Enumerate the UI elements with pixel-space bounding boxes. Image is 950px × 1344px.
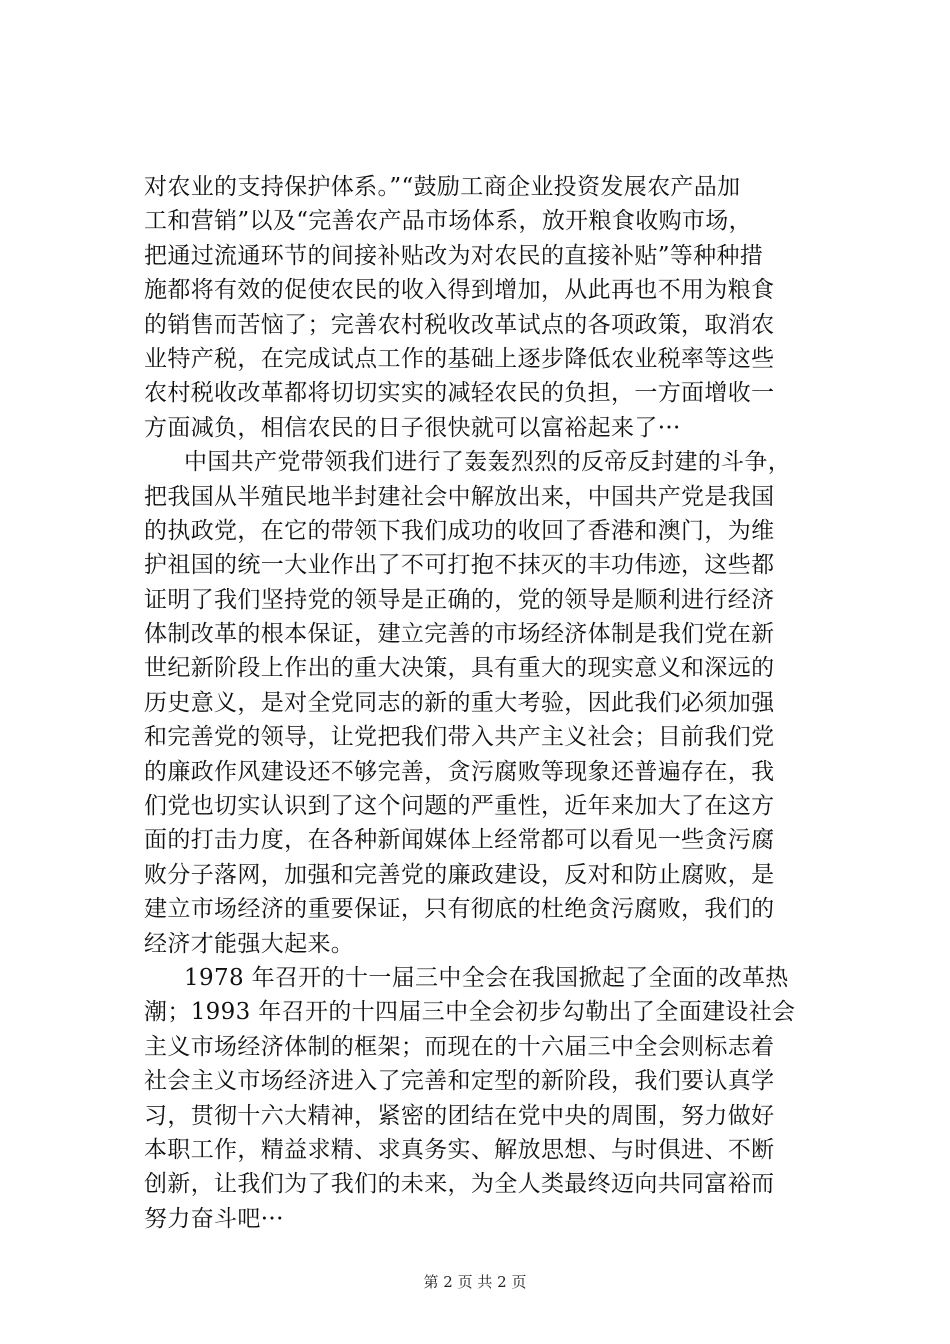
text-line: 1978 年召开的十一届三中全会在我国掀起了全面的改革热 xyxy=(184,964,789,991)
text-line: 方面减负，相信农民的日子很快就可以富裕起来了··· xyxy=(144,414,681,441)
paragraph-1 xyxy=(144,170,834,445)
text-line: 社会主义市场经济进入了完善和定型的新阶段，我们要认真学 xyxy=(144,1068,775,1095)
text-line: 体制改革的根本保证，建立完善的市场经济体制是我们党在新 xyxy=(144,621,775,648)
text-line: 的销售而苦恼了；完善农村税收改革试点的各项政策，取消农 xyxy=(144,311,775,338)
text-line: 和完善党的领导，让党把我们带入共产主义社会；目前我们党 xyxy=(144,724,775,751)
text-line: 面的打击力度，在各种新闻媒体上经常都可以看见一些贪污腐 xyxy=(144,827,775,854)
text-line: 习，贯彻十六大精神，紧密的团结在党中央的周围，努力做好 xyxy=(144,1102,775,1129)
paragraph-3 xyxy=(144,961,834,1236)
text-line: 中国共产党带领我们进行了轰轰烈烈的反帝反封建的斗争， xyxy=(184,449,792,476)
text-line: 证明了我们坚持党的领导是正确的，党的领导是顺利进行经济 xyxy=(144,586,775,613)
text-line: 主义市场经济体制的框架；而现在的十六届三中全会则标志着 xyxy=(144,1033,775,1060)
text-line: 潮；1993 年召开的十四届三中全会初步勾勒出了全面建设社会 xyxy=(144,999,796,1026)
text-line: 努力奋斗吧··· xyxy=(144,1205,284,1232)
text-line: 世纪新阶段上作出的重大决策，具有重大的现实意义和深远的 xyxy=(144,655,775,682)
text-line: 把通过流通环节的间接补贴改为对农民的直接补贴”等种种措 xyxy=(144,242,764,269)
text-line: 的执政党，在它的带领下我们成功的收回了香港和澳门，为维 xyxy=(144,517,775,544)
text-line: 工和营销”以及“完善农产品市场体系，放开粮食收购市场， xyxy=(144,208,752,235)
text-line: 败分子落网，加强和完善党的廉政建设，反对和防止腐败，是 xyxy=(144,861,775,888)
text-line: 建立市场经济的重要保证，只有彻底的杜绝贪污腐败，我们的 xyxy=(144,896,775,923)
text-line: 护祖国的统一大业作出了不可打抱不抹灭的丰功伟迹，这些都 xyxy=(144,552,775,579)
text-line: 农村税收改革都将切切实实的减轻农民的负担，一方面增收一 xyxy=(144,380,775,407)
text-line: 的廉政作风建设还不够完善，贪污腐败等现象还普遍存在，我 xyxy=(144,758,775,785)
text-line: 施都将有效的促使农民的收入得到增加，从此再也不用为粮食 xyxy=(144,277,775,304)
text-line: 把我国从半殖民地半封建社会中解放出来，中国共产党是我国 xyxy=(144,483,775,510)
paragraph-2 xyxy=(144,445,834,961)
text-line: 业特产税，在完成试点工作的基础上逐步降低农业税率等这些 xyxy=(144,345,775,372)
text-line: 们党也切实认识到了这个问题的严重性，近年来加大了在这方 xyxy=(144,793,775,820)
text-line: 对农业的支持保护体系。”“鼓励工商企业投资发展农产品加 xyxy=(144,174,741,200)
text-line: 历史意义，是对全党同志的新的重大考验，因此我们必须加强 xyxy=(144,689,775,716)
document-body xyxy=(144,170,834,1236)
page-number-footer: 第 2 页 共 2 页 xyxy=(423,1273,527,1291)
text-line: 创新，让我们为了我们的未来，为全人类最终迈向共同富裕而 xyxy=(144,1171,775,1198)
text-line: 本职工作，精益求精、求真务实、解放思想、与时俱进、不断 xyxy=(144,1136,775,1163)
text-line: 经济才能强大起来。 xyxy=(144,930,355,957)
